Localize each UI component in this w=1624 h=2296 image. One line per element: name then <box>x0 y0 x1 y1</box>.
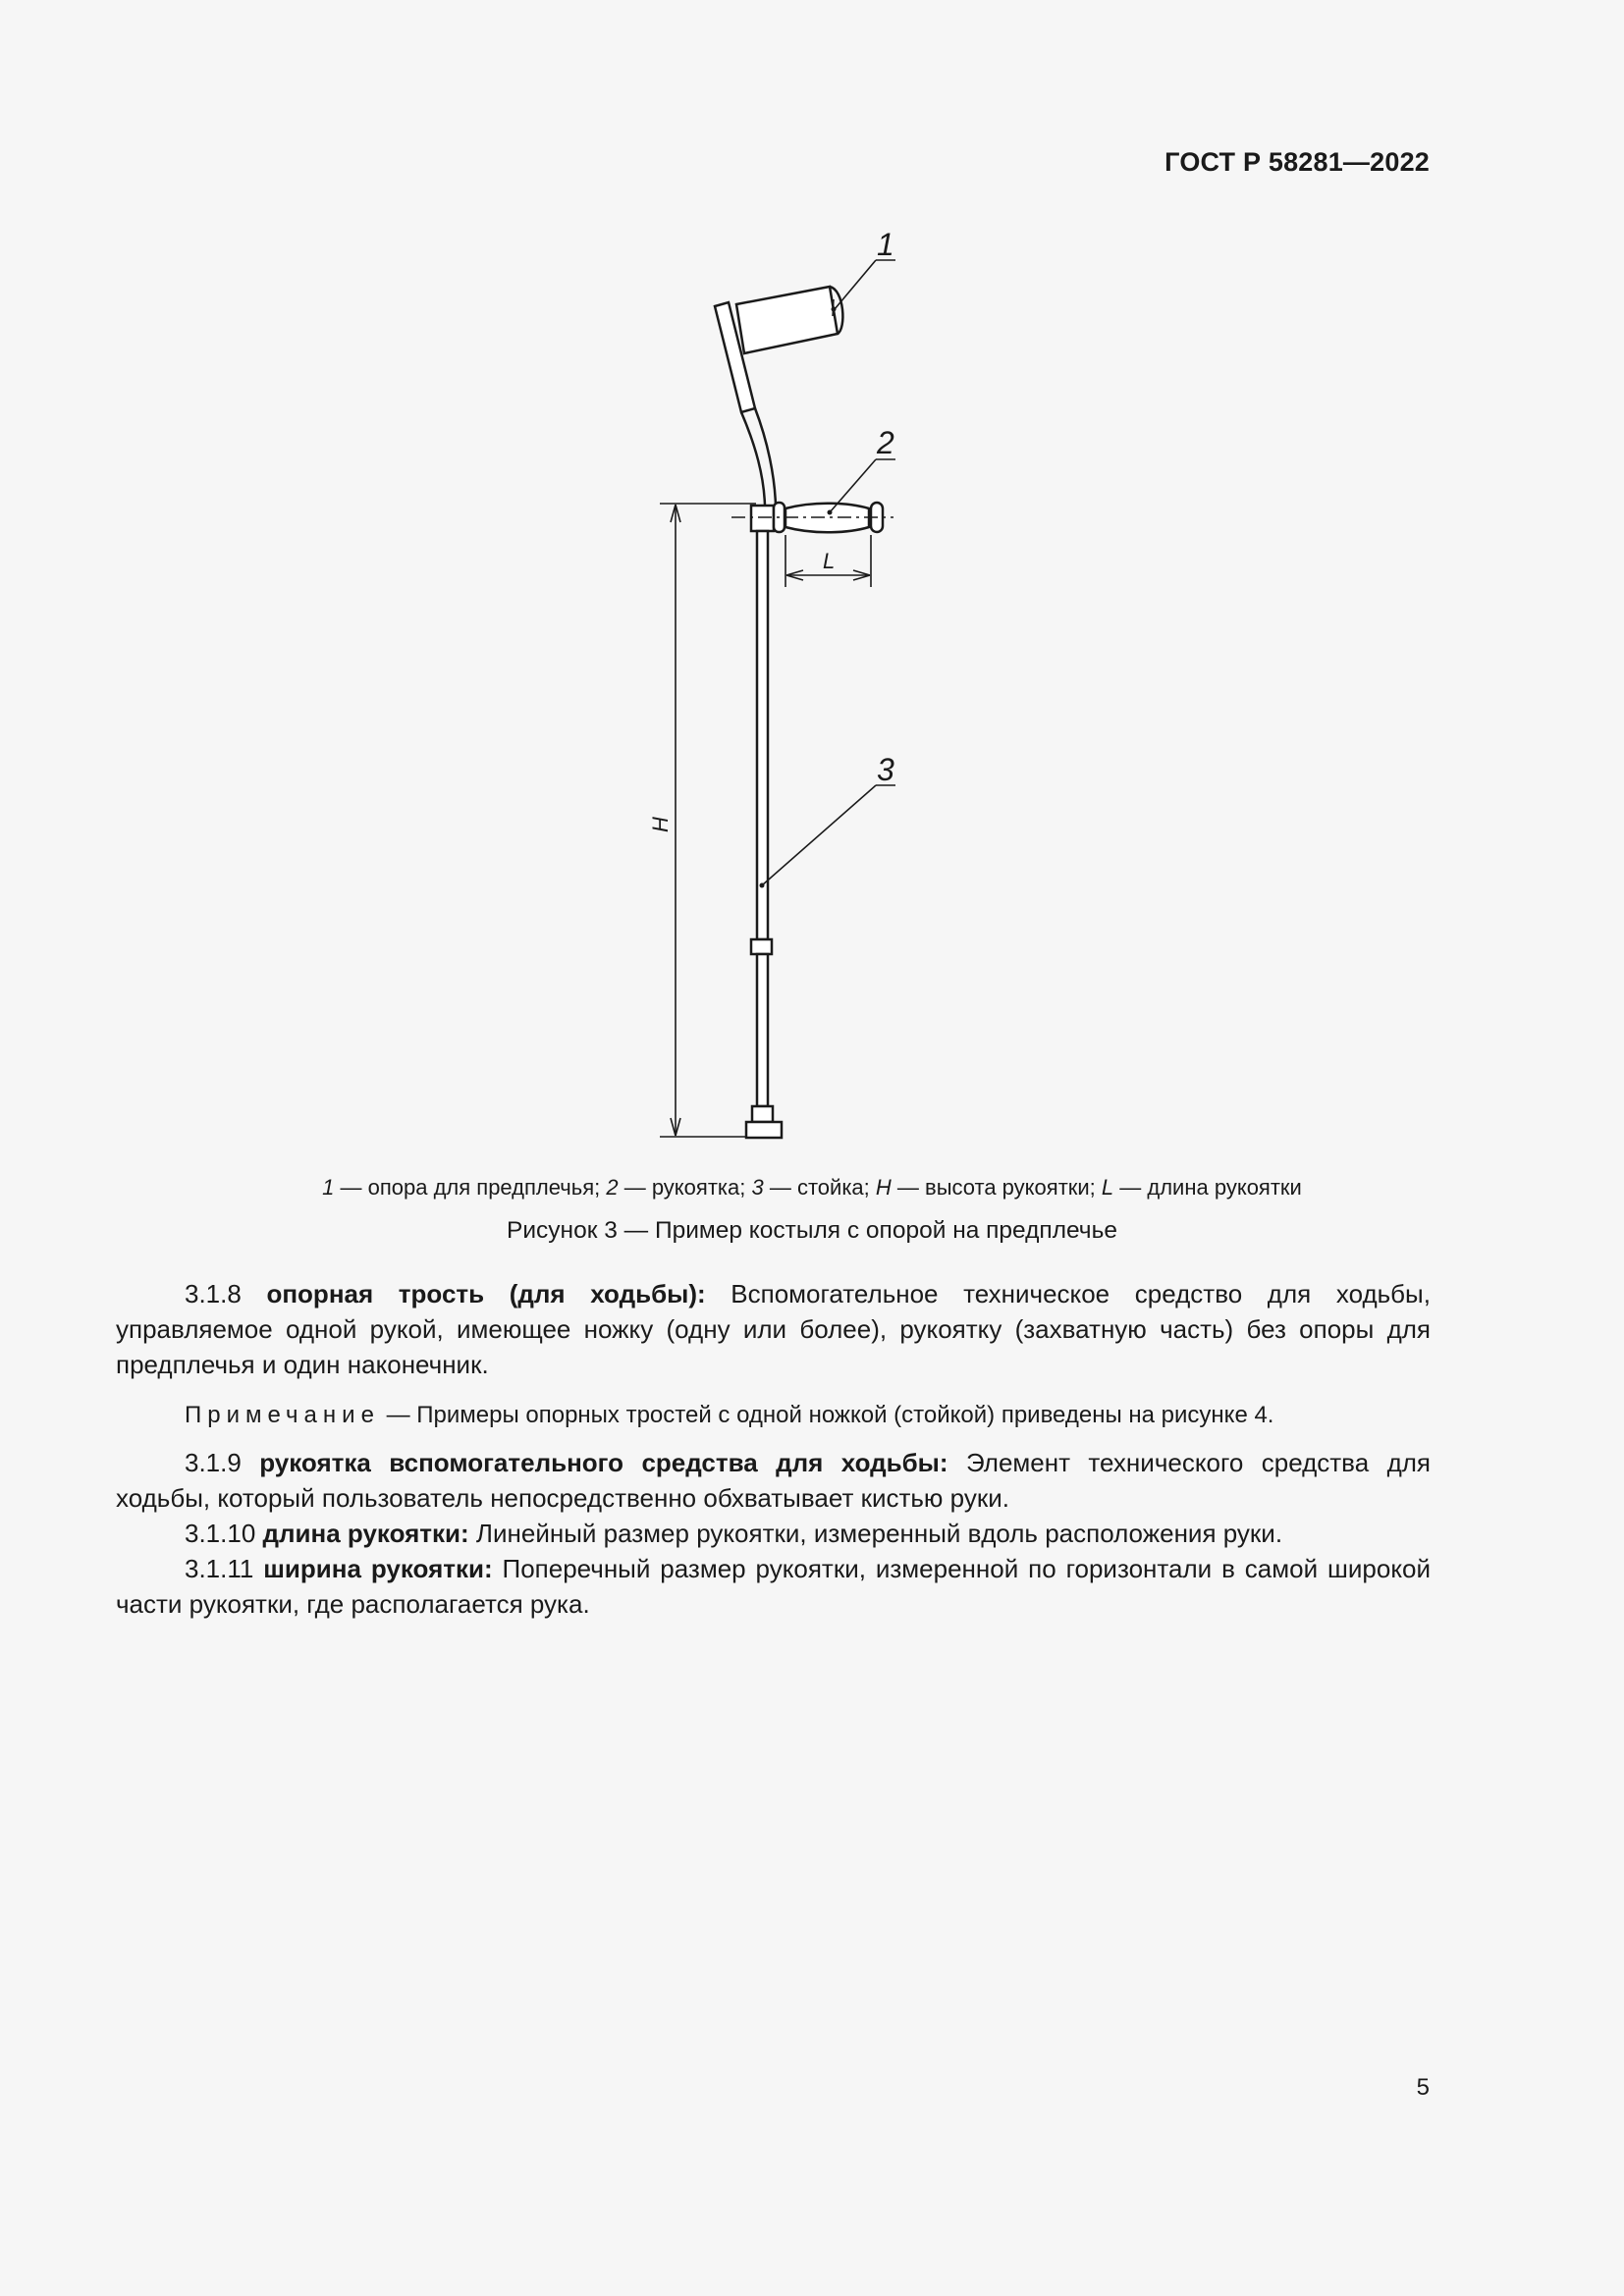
label-l: L <box>823 549 836 573</box>
section-3-1-10: 3.1.10 длина рукоятки: Линейный размер рукоятки, измеренный вдоль расположения руки. <box>185 1519 1283 1548</box>
section-3-1-11: 3.1.11 ширина рукоятки: Поперечный размер рукоятки, измеренной по горизонтали в самой широкой части рукоятки, где располагается рука. <box>116 1554 1431 1619</box>
figure-legend: 1 — опора для предплечья; 2 — рукоятка; 3 — стойка; H — высота рукоятки; L — длина рукоятки <box>322 1175 1302 1200</box>
label-3: 3 <box>877 752 894 787</box>
label-h: H <box>648 817 673 832</box>
handle-grip <box>731 503 893 532</box>
dimension-h <box>660 504 756 1137</box>
section-3-1-9: 3.1.9 рукоятка вспомогательного средства для ходьбы: Элемент технического средства для ходьбы, который пользователь непосредственно обхватывает кистью руки. <box>116 1448 1431 1513</box>
section-3-1-8: 3.1.8 опорная трость (для ходьбы): Вспомогательное техническое средство для ходьбы, управляемое одной рукой, имеющее ножку (одну или более), рукоятку (захватную часть) без опоры для предплечья и один наконечник. <box>116 1279 1431 1379</box>
document-id: ГОСТ Р 58281—2022 <box>1164 147 1430 177</box>
label-2: 2 <box>877 425 894 460</box>
document-body <box>116 1276 1431 1622</box>
note: Примечание — Примеры опорных тростей с одной ножкой (стойкой) приведены на рисунке 4. <box>185 1402 1274 1428</box>
label-1: 1 <box>877 227 894 262</box>
forearm-support <box>715 287 842 506</box>
crutch-figure <box>619 216 933 1168</box>
figure-caption: Рисунок 3 — Пример костыля с опорой на предплечье <box>507 1217 1117 1244</box>
upright-stand <box>746 531 782 1138</box>
page-number: 5 <box>1416 2074 1430 2101</box>
